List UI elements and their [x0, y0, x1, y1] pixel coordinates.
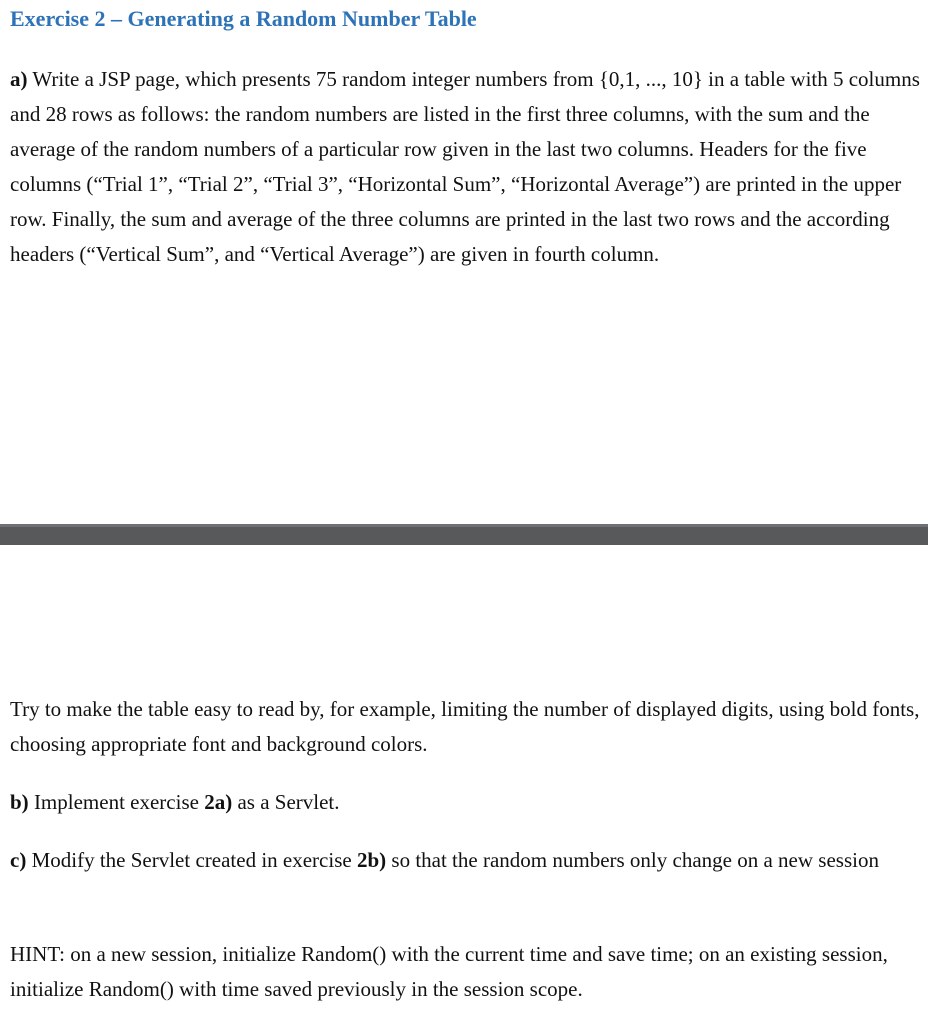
part-b-text-before: Implement exercise: [28, 790, 205, 814]
hint-paragraph: HINT: on a new session, initialize Random() with the current time and save time; on an existing session, initialize Random() with time saved previously in the session scope.: [10, 942, 888, 1001]
part-c-text-before: Modify the Servlet created in exercise: [26, 848, 357, 872]
part-b-ref: 2a): [204, 790, 233, 814]
part-c-ref: 2b): [356, 848, 387, 872]
part-a-paragraph: [10, 62, 922, 272]
part-a-label: a): [10, 67, 28, 91]
part-c-text-after: so that the random numbers only change on a new session: [386, 848, 879, 872]
exercise-title: Exercise 2 – Generating a Random Number Table: [10, 6, 477, 31]
part-b-text-after: as a Servlet.: [232, 790, 340, 814]
part-c-paragraph: [10, 843, 922, 878]
part-c-label: c): [10, 848, 27, 872]
part-b-label: b): [10, 790, 29, 814]
part-a-text: Write a JSP page, which presents 75 random integer numbers from {0,1, ..., 10} in a table with 5 columns and 28 rows as follows: the random numbers are listed in the first three columns, with the sum and the average of the random numbers of a particular row given in the last two columns. Headers for the five columns (“Trial 1”, “Trial 2”, “Trial 3”, “Horizontal Sum”, “Horizontal Average”) are printed in the upper row. Finally, the sum and average of the three columns are printed in the last two rows and the according headers (“Vertical Sum”, and “Vertical Average”) are given in fourth column.: [10, 67, 920, 266]
part-b-paragraph: [10, 785, 922, 820]
tip-paragraph: Try to make the table easy to read by, for example, limiting the number of displayed digits, using bold fonts, choosing appropriate font and background colors.: [10, 697, 920, 756]
section-divider: [0, 524, 928, 545]
